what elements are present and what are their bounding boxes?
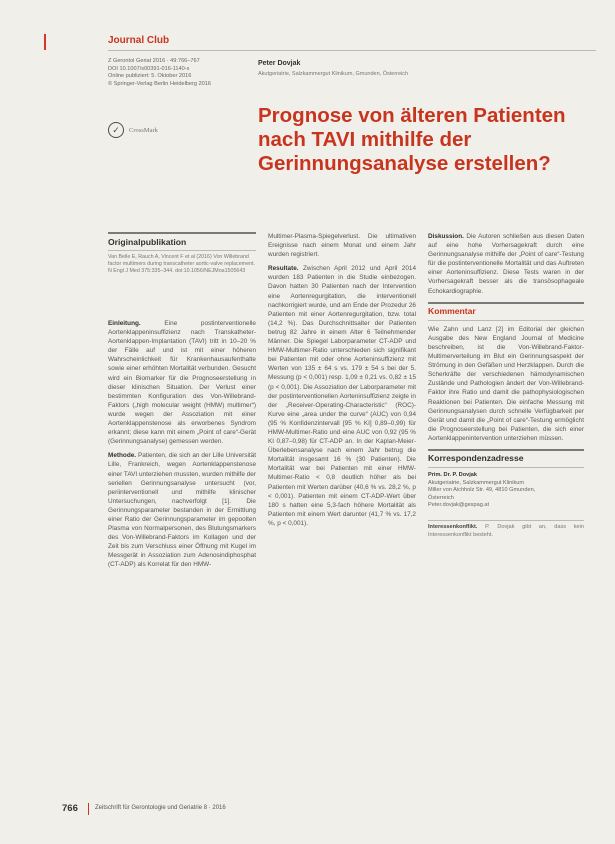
meta-line: © Springer-Verlag Berlin Heidelberg 2016 [108,80,212,87]
column-2 [268,232,416,533]
method-text: Patienten, die sich an der Lille Universität Lille, Frankreich, wegen Aortenklappenstenose einer TAVI unterziehen mussten, wurden mithilfe der seriellen Gerinnungsanalyse untersucht (vor, periinterventionell und mithilfe klinischer Untersuchungen, nachverfolgt [1]. Die Gerinnungsparameter bestanden in der Ermittlung einer Ratio der Gerinnungsparameter im gepoolten Plasma von Normalpersonen, des Blutungsmarkers des Von-Willebrand-Faktors im Kollagen und der Zeit bis zum Verschluss einer Öffnung mit Kugel im Messgerät in Assoziation zum Adenosindiphosphat (CT-ADP) als Korrelat für den HMW- [108,452,256,569]
address-line: Miller von Aichholz Str. 49, 4810 Gmunden, [428,487,536,494]
column-3 [428,232,584,539]
header-rule [108,50,596,51]
crossmark-icon: ✓ [108,122,124,138]
coi-text: P. Dovjak gibt an, dass kein Interessenkonflikt besteht. [428,524,584,538]
results-label: Resultate. [268,265,299,273]
intro-paragraph [108,319,256,446]
correspondence-heading: Korrespondenzadresse [428,449,584,468]
article-title: Prognose von älteren Patienten nach TAVI mithilfe der Gerinnungsanalyse erstellen? [258,104,566,175]
publication-meta [108,58,268,88]
discussion-label: Diskussion. [428,233,464,240]
crossmark-badge[interactable] [108,122,158,138]
original-publication-box [108,232,256,274]
page-number: 766 [62,803,78,814]
author-affiliation: Akutgeriatrie, Salzkammergut Klinikum, Gmunden, Österreich [258,71,409,77]
intro-text: Eine postinterventionelle Aortenklappeninsuffizienz nach Transkatheter-Aortenklappen-Implantation (TAVI) tritt in 10–20 % der Fälle auf und ist mit einer höheren Wahrscheinlichkeit für Krankenhausaufenthalte sowie einer erhöhten Mortalität verbunden. Gesucht wird ein Biomarker für die Prognoseerstellung in dieser klinischen Situation. Der Verlust einer bestimmten Konfiguration des Von-Willebrand-Faktors („high molecular weight (HMW) multimer“) wurde wegen der Assoziation mit einer Aortenklappenstenose als erworbenes Syndrom erkannt; diese kann mit einem „Point of care“-Gerät (Gerinnungsanalyse) gemessen werden. [108,320,256,446]
original-reference: Van Belle E, Rauch A, Vincent F et al (2016) Von Willebrand factor multimers during transcatheter aortic-valve replacement. N Engl J Med 375:335–344. doi:10.1056/NEJMoa1505643 [108,254,255,274]
conflict-of-interest [428,520,584,539]
kommentar-text: Wie Zahn und Lanz [2] im Editorial der gleichen Ausgabe des New England Journal of Medicine beschreiben, ist die Von-Willebrand-Faktor-Multimerverteilung im Blut ein Gerinnungsaspekt der Strömung in den Gefäßen und Herzklappen. Durch die Scherkräfte der verschiedenen hämodynamischen Zustände und Pathologien ändert der Von-Willebrand-Faktor ihre Ratio und damit die pathophysiologischen Reaktionen bei Patienten. Die einfache Messung mit Gerinnungsanalysen durch schnelle Verfügbarkeit per Gerät und damit die „Point of care“-Testung ermöglicht die Prognoseerstellung bei Patienten, die sich einer Aortenklappenintervention unterziehen müssen. [428,325,584,442]
results-text: Zwischen April 2012 und April 2014 wurden 183 Patienten in die Studie einbezogen. Davon hatten 30 Patienten nach der Intervention eine Aortenregurgitation, die interventionell nachkorrigiert wurde, und am Ende der Prozedur 26 Patienten mit einer Aortenregurgitation, bzw. total (14,2 %). Das Durchschnittsalter der Patienten betrug 82 Jahre in einem Alter 6 Teilnehmender Männer. Die Spiegel Laborparameter CT-ADP und HMW-Multimer-Ratio unterschieden sich signifikant bei Patienten mit oder ohne Aorteninsuffizienz mit Werten von 135 ± 64 s vs. 179 ± 54 s bei der 5. Messung (p < 0,001) resp. 1,09 ± 0,21 vs. 0,82 ± 15 (p < 0,001). Die Assoziation der Laborparameter mit der postinterventionellen Aorteninsuffizienz zeigte in der „Receiver-Operating-Characteristic“ (ROC)-Kurve eine „area under the curve“ (AUC) von 0,94 (95 % Konfidenzintervall [95 % KI] 0,89–0,99) für HMW-Multimer-Ratio und eine AUC von 0,92 (95 % KI 0,87–0,98) für CT-ADP an. In der Kaplan-Meier-Überlebensanalyse nach einem Jahr betrug die Mortalität insgesamt 16 % (30 Patienten). Die Mortalität war bei Patienten mit einer HMW-Multimer-Ratio < 0,8 deutlich höher als bei Patienten mit Werten darüber (40,6 % vs. 28,2 %, p < 0,001). Patienten mit einem CT-ADP-Wert über 180 s hatten eine 5,3-fach höhere Mortalität als Patienten mit einem Wert darunter (41,7 % vs. 17,2 %, p < 0,001). [268,265,416,527]
meta-line: Online publiziert: 5. Oktober 2016 [108,73,192,80]
journal-footer: Zeitschrift für Gerontologie und Geriatrie 8 · 2016 [95,805,226,811]
method-continued: Multimer-Plasma-Spiegelverlust. Die ultimativen Ereignisse nach einem Monat und einem Jahr wurden registriert. [268,233,416,259]
method-paragraph [108,451,256,569]
address-line: Österreich [428,494,454,501]
column-1 [108,319,256,575]
meta-line: Z Gerontol Geriat 2016 · 49:766–767 [108,58,200,64]
method-label: Methode. [108,452,137,460]
original-heading: Originalpublikation [108,234,256,251]
red-margin-mark [44,34,46,50]
meta-line: DOI 10.1007/s00391-016-1140-x [108,65,190,72]
correspondence-name: Prim. Dr. P. Dovjak [428,472,478,479]
email-link[interactable]: Peter.dovjak@gespag.at [428,502,490,509]
kommentar-heading: Kommentar [428,302,584,321]
intro-label: Einleitung. [108,320,141,327]
footer-divider [88,803,89,815]
author-name: Peter Dovjak [258,60,301,67]
address-line: Akutgeriatrie, Salzkammergut Klinikum [428,479,525,486]
discussion-text: Die Autoren schließen aus diesen Daten auf eine hohe Vorhersagekraft durch eine Gerinnungsanalyse mithilfe der „Point of care“-Testung für die postinterventionelle Mortalität und das Auftreten einer Aorteninsuffizienz. Diese Tests waren in der Vorhersagekraft besser als die transösophageale Echokardiographie. [428,233,584,295]
results-paragraph [268,264,416,528]
section-label: Journal Club [108,35,170,46]
correspondence-address [428,472,584,510]
coi-label: Interessenkonflikt. [428,524,478,531]
crossmark-label: CrossMark [129,126,158,134]
discussion-paragraph [428,232,584,296]
